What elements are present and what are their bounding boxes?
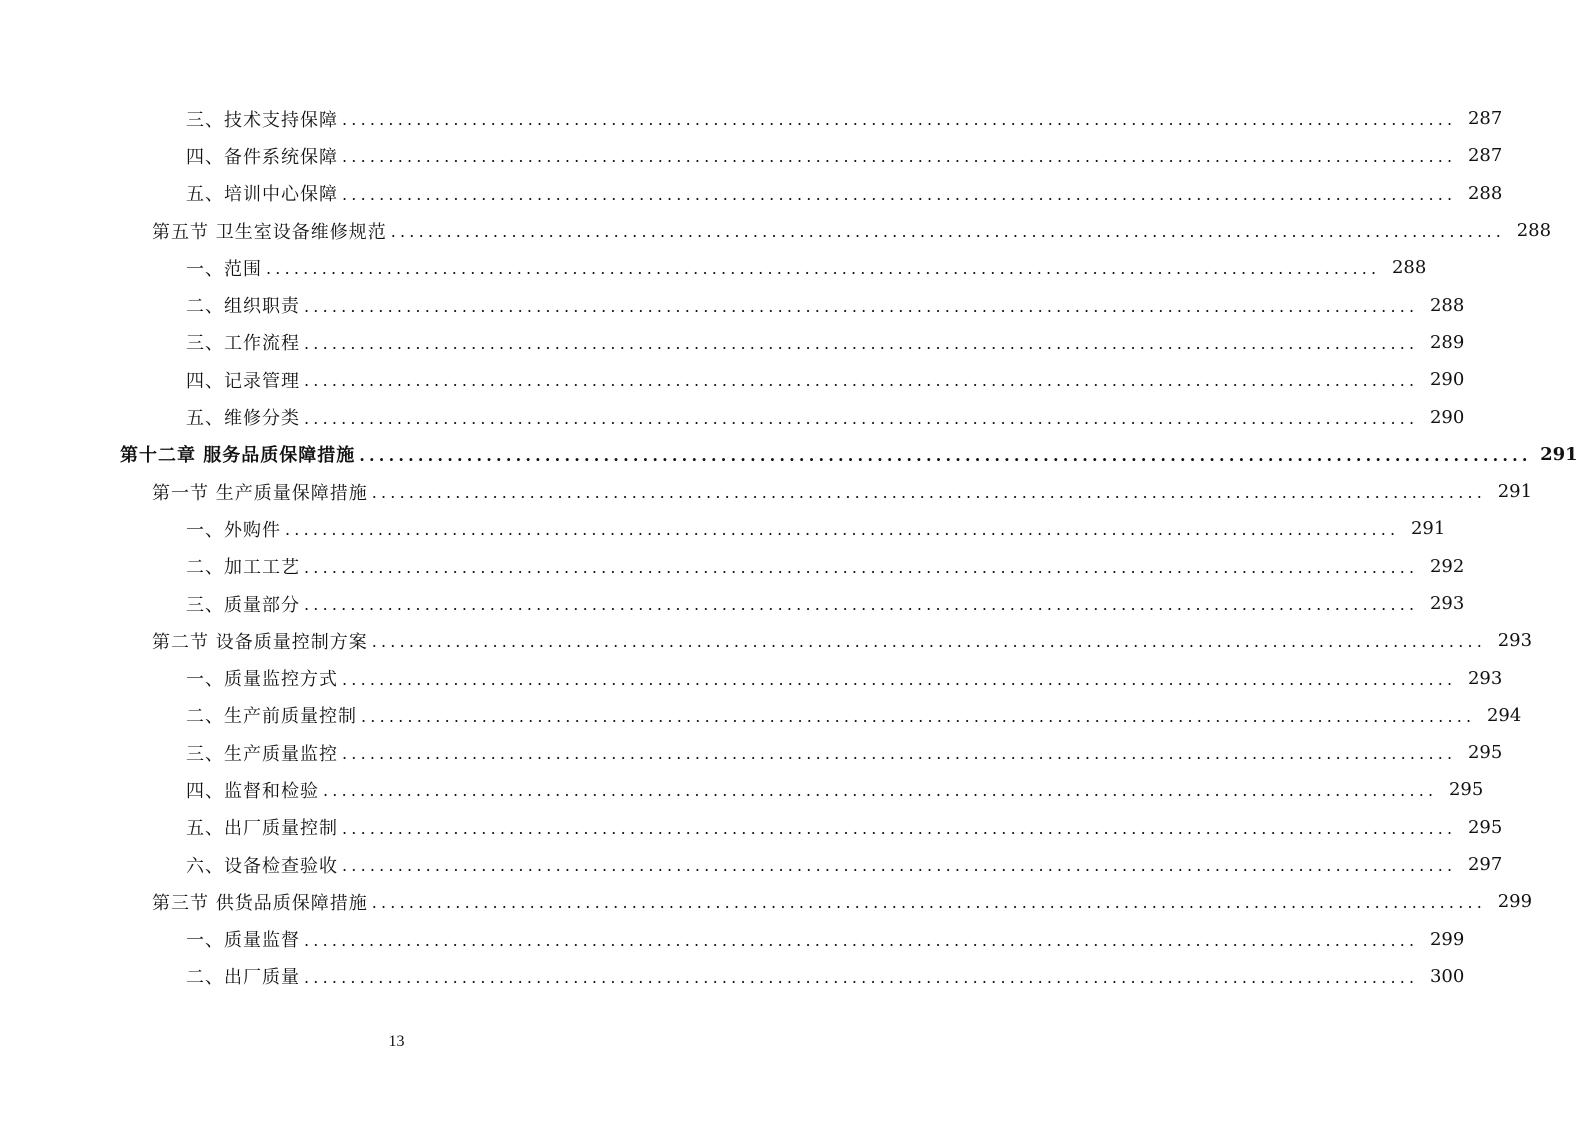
toc-subsection-entry [0,958,1465,995]
toc-entry-title: 五、维修分类 [186,408,300,430]
toc-entry-page: 287 [1467,108,1503,130]
toc-dot-leader: ........................................................................................................................ [266,259,1381,279]
toc-entry-title: 三、工作流程 [186,333,300,355]
toc-entry-page: 291 [1497,481,1533,503]
toc-entry-title: 一、范围 [186,258,262,280]
toc-dot-leader: ........................................................................................................................ [342,184,1457,204]
toc-dot-leader: ........................................................................................................................ [342,818,1457,838]
toc-dot-leader: ........................................................................................................................ [304,557,1419,577]
toc-dot-leader: ........................................................................................................................ [342,744,1457,764]
toc-section-entry [0,883,1533,920]
toc-entry-page: 295 [1448,779,1484,801]
toc-entry-page: 294 [1486,704,1522,726]
toc-subsection-entry [0,548,1465,585]
toc-entry-title: 四、监督和检验 [186,780,319,802]
toc-dot-leader: ........................................................................................................................ [359,445,1532,465]
toc-entry-title: 二、加工工艺 [186,557,300,579]
toc-dot-leader: ........................................................................................................................ [342,147,1457,167]
page-number: 13 [388,1033,405,1050]
toc-dot-leader: ........................................................................................................................ [371,483,1487,503]
toc-subsection-entry [0,137,1503,174]
toc-entry-title: 第二节 设备质量控制方案 [152,631,368,653]
toc-entry-page: 288 [1429,294,1465,316]
toc-subsection-entry [0,286,1465,323]
toc-subsection-entry [0,659,1503,696]
toc-dot-leader: ........................................................................................................................ [304,333,1419,353]
toc-entry-title: 一、外购件 [186,519,281,541]
toc-subsection-entry [0,585,1465,622]
toc-subsection-entry [0,921,1465,958]
toc-entry-title: 二、生产前质量控制 [186,706,357,728]
toc-entry-title: 第五节 卫生室设备维修规范 [152,221,387,243]
toc-dot-leader: ........................................................................................................................ [304,408,1419,428]
toc-section-entry [0,212,1552,249]
toc-entry-title: 五、出厂质量控制 [186,818,338,840]
toc-entry-title: 五、培训中心保障 [186,184,338,206]
toc-dot-leader: ........................................................................................................................ [371,893,1487,913]
toc-subsection-entry [0,846,1503,883]
toc-entry-title: 一、质量监控方式 [186,669,338,691]
toc-section-entry [0,473,1533,510]
table-of-contents [0,100,1578,995]
toc-subsection-entry [0,361,1465,398]
toc-entry-title: 第三节 供货品质保障措施 [152,892,368,914]
toc-dot-leader: ........................................................................................................................ [304,595,1419,614]
toc-entry-page: 290 [1429,369,1465,391]
toc-subsection-entry [0,249,1427,286]
toc-dot-leader: ........................................................................................................................ [342,669,1457,689]
toc-entry-page: 289 [1429,331,1465,353]
toc-dot-leader: ........................................................................................................................ [304,930,1419,950]
toc-entry-page: 293 [1429,593,1465,614]
toc-entry-title: 四、备件系统保障 [186,146,338,168]
toc-entry-page: 299 [1497,891,1533,913]
toc-subsection-entry [0,510,1446,547]
toc-dot-leader: ........................................................................................................................ [342,110,1457,130]
toc-subsection-entry [0,175,1503,212]
toc-entry-page: 287 [1467,145,1503,167]
toc-dot-leader: ........................................................................................................................ [323,781,1438,801]
toc-entry-page: 291 [1540,443,1578,465]
toc-entry-page: 291 [1410,518,1446,540]
toc-entry-page: 290 [1429,406,1465,428]
toc-subsection-entry [0,734,1503,771]
toc-entry-page: 300 [1429,965,1465,987]
toc-entry-title: 三、质量部分 [186,594,300,616]
toc-entry-page: 293 [1497,630,1533,652]
toc-entry-page: 288 [1516,220,1552,242]
toc-subsection-entry [0,324,1465,361]
toc-entry-title: 四、记录管理 [186,370,300,392]
toc-dot-leader: ........................................................................................................................ [390,222,1506,242]
toc-subsection-entry [0,809,1503,846]
toc-subsection-entry [0,697,1522,734]
toc-entry-page: 299 [1429,928,1465,950]
toc-dot-leader: ........................................................................................................................ [304,296,1419,316]
toc-entry-page: 288 [1467,182,1503,204]
toc-dot-leader: ........................................................................................................................ [285,520,1400,540]
toc-entry-title: 六、设备检查验收 [186,855,338,877]
toc-chapter-entry [0,436,1578,473]
toc-dot-leader: ........................................................................................................................ [304,371,1419,391]
toc-section-entry [0,622,1533,659]
toc-entry-title: 二、出厂质量 [186,967,300,989]
toc-entry-page: 295 [1467,742,1503,764]
toc-subsection-entry [0,398,1465,435]
toc-dot-leader: ........................................................................................................................ [342,856,1457,876]
toc-dot-leader: ........................................................................................................................ [371,632,1487,652]
toc-subsection-entry [0,100,1503,137]
toc-entry-title: 第一节 生产质量保障措施 [152,482,368,504]
toc-entry-page: 292 [1429,555,1465,577]
toc-entry-page: 288 [1391,257,1427,279]
toc-entry-title: 二、组织职责 [186,296,300,318]
toc-subsection-entry [0,771,1484,808]
toc-entry-title: 三、生产质量监控 [186,743,338,765]
toc-entry-title: 第十二章 服务品质保障措施 [120,445,356,467]
toc-entry-page: 293 [1467,667,1503,689]
toc-entry-title: 一、质量监督 [186,930,300,952]
toc-dot-leader: ........................................................................................................................ [361,706,1476,726]
toc-entry-page: 295 [1467,816,1503,838]
toc-entry-page: 297 [1467,854,1503,876]
toc-dot-leader: ........................................................................................................................ [304,967,1419,987]
toc-entry-title: 三、技术支持保障 [186,109,338,131]
